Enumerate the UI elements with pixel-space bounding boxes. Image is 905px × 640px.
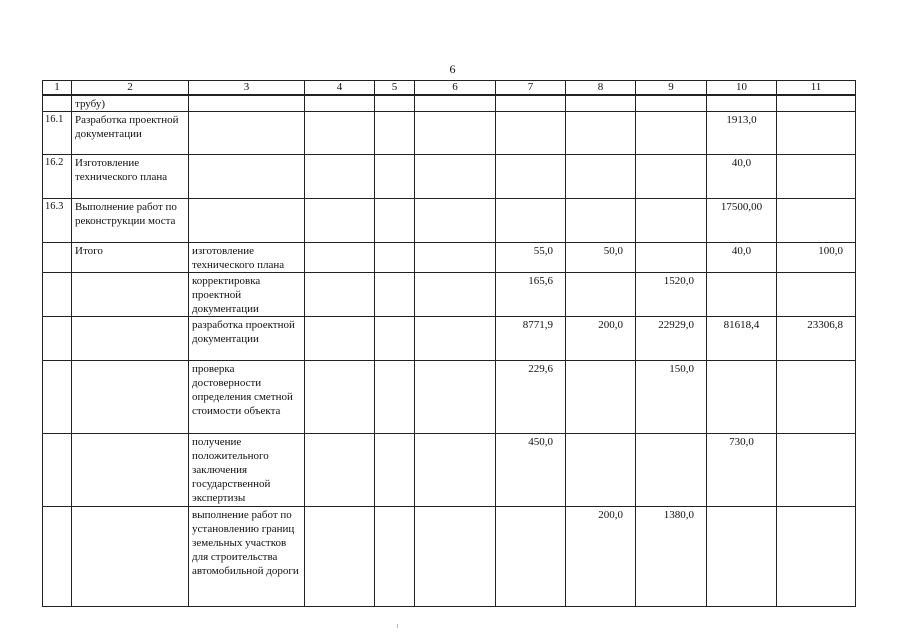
table-cell: проверка достоверности определения сметной стоимости объекта xyxy=(189,361,305,434)
table-cell: 81618,4 xyxy=(707,317,777,361)
table-cell xyxy=(636,155,707,199)
table-cell xyxy=(496,199,566,243)
table-cell: 229,6 xyxy=(496,361,566,434)
table-cell xyxy=(566,434,636,507)
table-cell xyxy=(415,95,496,112)
table-cell: 16.3 xyxy=(43,199,72,243)
table-cell: Изготовление технического плана xyxy=(72,155,189,199)
header-cell: 5 xyxy=(375,81,415,96)
table-cell: 100,0 xyxy=(777,243,856,273)
header-cell: 10 xyxy=(707,81,777,96)
table-cell: 22929,0 xyxy=(636,317,707,361)
table-row xyxy=(43,317,856,361)
table-cell: 8771,9 xyxy=(496,317,566,361)
table-cell xyxy=(415,273,496,317)
page-number: 6 xyxy=(449,62,456,76)
table-cell: 50,0 xyxy=(566,243,636,273)
table-cell xyxy=(777,507,856,607)
table-cell: 730,0 xyxy=(707,434,777,507)
table-cell: Разработка проектной документации xyxy=(72,112,189,155)
table-cell xyxy=(43,317,72,361)
table-cell xyxy=(72,507,189,607)
table-row xyxy=(43,507,856,607)
table-cell xyxy=(43,361,72,434)
table-cell: 16.1 xyxy=(43,112,72,155)
table-cell: 165,6 xyxy=(496,273,566,317)
table-cell: Выполнение работ по реконструкции моста xyxy=(72,199,189,243)
table-cell xyxy=(415,507,496,607)
table-cell xyxy=(636,434,707,507)
table-cell xyxy=(375,95,415,112)
table-cell xyxy=(496,507,566,607)
table-row xyxy=(43,243,856,273)
table-cell xyxy=(415,243,496,273)
table-cell xyxy=(496,95,566,112)
table-cell xyxy=(72,317,189,361)
table-cell: 23306,8 xyxy=(777,317,856,361)
table-cell: получение положительного заключения государственной экспертизы xyxy=(189,434,305,507)
table-cell xyxy=(43,95,72,112)
table-cell xyxy=(43,434,72,507)
table-cell: корректировка проектной документации xyxy=(189,273,305,317)
table-cell xyxy=(72,361,189,434)
table-cell xyxy=(415,434,496,507)
table-cell xyxy=(777,95,856,112)
table-cell: 55,0 xyxy=(496,243,566,273)
table-cell xyxy=(707,273,777,317)
table-cell xyxy=(72,273,189,317)
table-row xyxy=(43,434,856,507)
table-cell xyxy=(636,199,707,243)
table-cell: разработка проектной документации xyxy=(189,317,305,361)
table-cell xyxy=(43,507,72,607)
header-cell: 3 xyxy=(189,81,305,96)
table-cell xyxy=(777,434,856,507)
table-cell xyxy=(305,199,375,243)
table-cell xyxy=(375,507,415,607)
table-cell xyxy=(305,95,375,112)
table-cell: 17500,00 xyxy=(707,199,777,243)
table-cell xyxy=(72,434,189,507)
table-cell xyxy=(375,434,415,507)
table-cell xyxy=(566,112,636,155)
table-cell xyxy=(305,507,375,607)
table-cell: выполнение работ по установлению границ земельных участков для строительства автомобильной дороги xyxy=(189,507,305,607)
table-cell xyxy=(636,243,707,273)
table-row xyxy=(43,361,856,434)
table-cell xyxy=(777,199,856,243)
header-cell: 7 xyxy=(496,81,566,96)
header-cell: 4 xyxy=(305,81,375,96)
table-cell xyxy=(707,361,777,434)
table-cell xyxy=(566,361,636,434)
header-cell: 9 xyxy=(636,81,707,96)
table-cell xyxy=(777,361,856,434)
table-cell xyxy=(415,317,496,361)
table-cell xyxy=(636,95,707,112)
table-cell xyxy=(566,199,636,243)
table-cell xyxy=(496,155,566,199)
table-cell xyxy=(375,243,415,273)
table-cell xyxy=(305,243,375,273)
header-cell: 1 xyxy=(43,81,72,96)
table-row xyxy=(43,199,856,243)
table-row xyxy=(43,95,856,112)
table-cell xyxy=(189,199,305,243)
scan-mark xyxy=(397,624,398,628)
table-cell xyxy=(566,95,636,112)
table-cell: 1380,0 xyxy=(636,507,707,607)
table-cell: Итого xyxy=(72,243,189,273)
table-cell: трубу) xyxy=(72,95,189,112)
table-cell xyxy=(415,199,496,243)
table-cell xyxy=(496,112,566,155)
table-cell xyxy=(415,155,496,199)
table-cell: 1913,0 xyxy=(707,112,777,155)
table-cell xyxy=(305,317,375,361)
table-cell xyxy=(566,155,636,199)
header-cell: 11 xyxy=(777,81,856,96)
table-row xyxy=(43,155,856,199)
table-cell xyxy=(305,273,375,317)
table-row xyxy=(43,112,856,155)
table-cell xyxy=(305,155,375,199)
table-cell xyxy=(305,361,375,434)
table-cell xyxy=(189,112,305,155)
table-row xyxy=(43,273,856,317)
header-cell: 6 xyxy=(415,81,496,96)
table-cell xyxy=(415,361,496,434)
table-cell xyxy=(777,273,856,317)
table-cell xyxy=(777,112,856,155)
table-cell: изготовление технического плана xyxy=(189,243,305,273)
header-cell: 2 xyxy=(72,81,189,96)
table-cell xyxy=(305,434,375,507)
header-cell: 8 xyxy=(566,81,636,96)
table-cell xyxy=(189,155,305,199)
table-cell xyxy=(375,361,415,434)
table-cell xyxy=(566,273,636,317)
table-cell xyxy=(189,95,305,112)
table-cell xyxy=(415,112,496,155)
table-cell xyxy=(375,273,415,317)
table-cell: 40,0 xyxy=(707,243,777,273)
table-cell: 200,0 xyxy=(566,507,636,607)
table-cell: 40,0 xyxy=(707,155,777,199)
budget-table xyxy=(42,80,856,607)
table-cell xyxy=(375,317,415,361)
table-cell xyxy=(375,155,415,199)
table-cell xyxy=(707,95,777,112)
table-cell xyxy=(43,243,72,273)
table-cell: 16.2 xyxy=(43,155,72,199)
table-cell xyxy=(777,155,856,199)
table-cell: 450,0 xyxy=(496,434,566,507)
table-cell xyxy=(43,273,72,317)
table-cell xyxy=(375,199,415,243)
table-cell xyxy=(636,112,707,155)
table-cell xyxy=(305,112,375,155)
table-cell: 150,0 xyxy=(636,361,707,434)
table-cell: 1520,0 xyxy=(636,273,707,317)
table-header-row xyxy=(43,81,856,96)
table-cell: 200,0 xyxy=(566,317,636,361)
table-cell xyxy=(375,112,415,155)
table-cell xyxy=(707,507,777,607)
